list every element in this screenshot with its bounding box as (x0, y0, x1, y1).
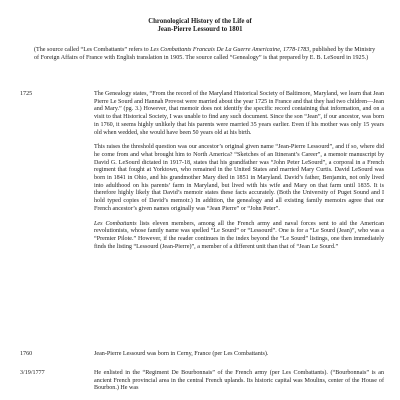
entry-body: He enlisted in the “Regiment De Bourbonnais” of the French army (per Les Combattants). (“Bourbonnais” is an ancient French provincial area in the central French uplands. Its historic capital was Moulins, center of the House of Bourbon.) He was (94, 370, 384, 392)
source-note-book-title: Les Combattants Francais De La Guerre Americaine, 1778-1783, (150, 47, 311, 53)
title-line-1: Chronological History of the Life of (148, 18, 252, 25)
les-combattants-italic: Les Combattants (94, 220, 137, 227)
entry-date: 1725 (20, 91, 33, 97)
entry-body: Jean-Pierre Lessourd was born in Cerny, France (per Les Combattants). (94, 351, 269, 357)
entry-paragraph: This raises the threshold question was our ancestor’s original given name “Jean-Pierre Lessourd”, and if so, where did he come from and what brought him to North America? “Sketches of an Itinerant’s Career”, a memoir manuscript by David G. LeSourd dictated in 1917-18, states that his grandfather was “John Peter LeSourd”, a corporal in a French regiment that fought at Yorktown, who remained in the United States and married Mary Curtis. David LeSourd was born in 1841 in Ohio, and his grandmother Mary died in 1851 in Maryland. David’s father, Benjamin, not only lived into adulthood on his parents’ farm in Maryland, but lived with his wife and Mary on that farm until 1835. It is therefore highly likely that David’s memoir states these facts accurately. (Both the University of Puget Sound and I hold typed copies of David’s memoir.) In addition, the genealogy and all existing family memoirs agree that our French ancestor’s given names originally was “Jean Pierre” or “John Peter”. (94, 144, 384, 212)
entry-date: 1760 (20, 351, 33, 357)
source-note-tail: published by the Ministry of Foreign Affairs of France with English translation in 1905. The source called “Genealogy” is that prepared by E. B. LeSourd in 1925.) (34, 47, 376, 61)
source-note-lead: (The source called “Les Combattants” refers to (34, 47, 151, 53)
source-note (34, 47, 378, 62)
entry-date: 3/19/1777 (20, 370, 45, 376)
entry-body (94, 91, 384, 251)
title-line-2: Jean-Pierre Lessourd to 1801 (157, 26, 243, 34)
document-title (0, 18, 400, 35)
entry-paragraph-text: lists eleven members, among all the French army and naval forces sent to aid the American revolutionists, whose family name was spelled “Le Sourd” or “Lessourd”. One is for a “Le Sourd (Jean)”, who was a “Premier Pilote.” However, if the reader continues in the index beyond the “Le Sourd” listings, one then immediately finds the listing “Lessourd (Jean-Pierre)”, a member of a different unit than that of “Jean Le Sourd.” (94, 220, 384, 250)
entry-paragraph (94, 221, 384, 252)
entry-paragraph: The Genealogy states, “From the record of the Maryland Historical Society of Baltimore, Maryland, we learn that Jean Pierre Le Sourd and Hannah Provost were married about the year 1725 in France and that they had two children—Jean and Mary.” (pg. 3.) However, that memoir does not identify the specific record containing that information, and on a visit to that Historical Society, I was unable to find any such document. Since the son “Jean”, if our ancestor, was born in 1760, it seems highly unlikely that his parents were married 35 years earlier. Even if his mother was only 15 years old when wedded, she would have been 50 years old at his birth. (94, 91, 384, 136)
